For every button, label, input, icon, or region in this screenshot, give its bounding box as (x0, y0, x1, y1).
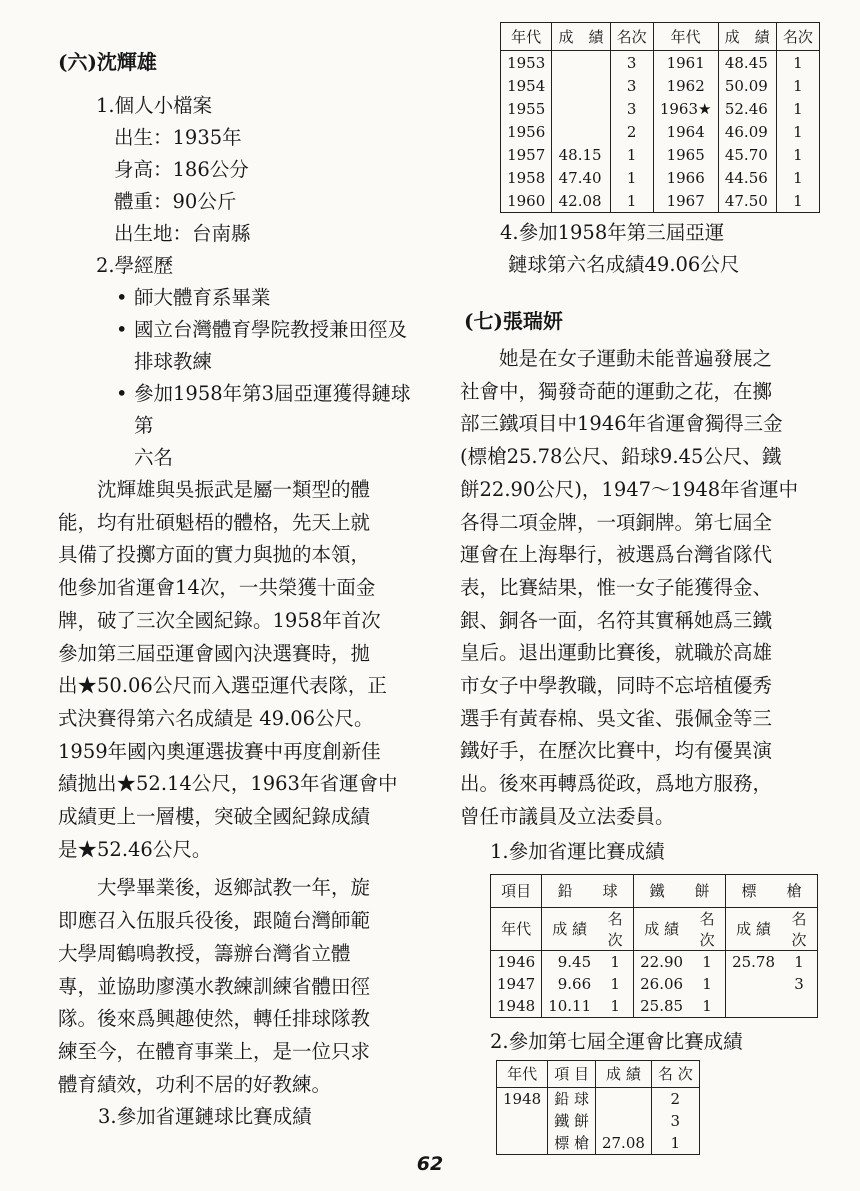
table-cell: 9.45 (542, 950, 597, 973)
table-cell: 標 槍 (548, 1132, 596, 1155)
table-cell: 27.08 (595, 1132, 651, 1155)
table-header: 名次 (776, 23, 819, 51)
table-cell: 1 (610, 974, 620, 993)
table-cell: 10.11 (542, 995, 597, 1018)
page-number: 62 (416, 1153, 444, 1175)
table-cell: 1 (776, 51, 819, 75)
table-cell: 1961 (653, 51, 718, 75)
profile-height: 身高：186公分 (114, 158, 249, 181)
section-heading-zhang: (七)張瑞妍 (464, 309, 563, 333)
table-header: 成 績 (542, 907, 597, 950)
table-header: 成 績 (718, 23, 776, 51)
table-row (501, 166, 820, 189)
table-cell: 50.09 (718, 74, 776, 97)
table-cell: 1962 (653, 74, 718, 97)
table-cell: 3 (610, 51, 653, 75)
table-header: 年代 (491, 907, 542, 950)
table-cell: 1 (610, 952, 620, 971)
table-cell: 1966 (653, 166, 718, 189)
table-cell: 9.66 (542, 973, 597, 995)
table-cell (552, 51, 610, 75)
table-cell: 1963★ (653, 97, 718, 120)
item1-title: 1.參加省運比賽成績 (490, 839, 665, 863)
item3-title: 3.參加省運鏈球比賽成績 (98, 1105, 312, 1129)
bio-paragraph-2: 大學畢業後，返鄉試教一年，旋 即應召入伍服兵役後，跟隨台灣師範 大學周鶴鳴教授，籌辦台灣省立體 專，並協助廖漢水教練訓練省體田徑 隊。後來爲興趣使然，轉任排球隊教 練至今，在體育事業上，是一位只求 體育績效，功利不居的好教練。 (58, 876, 371, 1096)
table-row (491, 973, 818, 995)
table-row (501, 120, 820, 143)
table-row (501, 97, 820, 120)
career-item: • 師大體育系畢業 (116, 286, 271, 309)
table-cell: 1 (776, 74, 819, 97)
table-cell: 鉛 球 (548, 1087, 596, 1110)
table-header: 鉛 球 (542, 874, 634, 907)
career-title: 2.學經歷 (96, 254, 174, 277)
table-header: 名 次 (651, 1060, 699, 1087)
table-cell: 1 (776, 143, 819, 166)
provincial-results-table (490, 874, 818, 1018)
table-header: 年代 (653, 23, 718, 51)
table-cell: 1960 (507, 191, 546, 210)
table-cell: 1967 (653, 189, 718, 213)
item4-line2: 鏈球第六名成績49.06公尺 (508, 253, 740, 276)
table-cell: 2 (651, 1087, 699, 1110)
table-cell (552, 120, 610, 143)
table-cell: 1 (702, 952, 712, 971)
table-header: 項目 (491, 874, 542, 907)
table-cell: 1947 (497, 974, 536, 993)
table-cell: 鐵 餅 (548, 1110, 596, 1132)
profile-weight: 體重：90公斤 (114, 190, 237, 213)
table-cell: 1948 (497, 996, 536, 1015)
profile-birthplace: 出生地：台南縣 (114, 222, 251, 245)
table-cell: 44.56 (718, 166, 776, 189)
section-heading-shen: (六)沈輝雄 (58, 50, 157, 74)
table-cell: 48.15 (552, 143, 610, 166)
table-cell: 1958 (507, 168, 546, 187)
table-cell: 1957 (507, 145, 546, 164)
left-column (58, 48, 420, 1133)
table-header: 名次 (781, 907, 817, 950)
table-row (497, 1110, 700, 1132)
table-cell: 1 (610, 189, 653, 213)
hammer-results-table (500, 22, 820, 213)
table-cell: 1 (651, 1132, 699, 1155)
table-cell (726, 995, 781, 1018)
table-cell (781, 995, 817, 1018)
table-cell: 1 (776, 189, 819, 213)
table-cell (726, 973, 781, 995)
career-list (58, 282, 420, 474)
table-cell: 47.40 (552, 166, 610, 189)
table-header: 項 目 (548, 1060, 596, 1087)
table-cell: 42.08 (552, 189, 610, 213)
table-cell: 48.45 (718, 51, 776, 75)
table-cell: 1953 (507, 53, 546, 72)
table-header: 名次 (597, 907, 633, 950)
career-item: • 參加1958年第3屆亞運獲得鏈球第 六名 (116, 382, 411, 469)
profile-title: 1.個人小檔案 (96, 94, 213, 117)
table-cell: 1 (702, 996, 712, 1015)
table-cell: 1956 (507, 122, 546, 141)
table-cell (497, 1110, 548, 1132)
item2-title: 2.參加第七屆全運會比賽成績 (490, 1029, 743, 1053)
right-column (460, 22, 818, 1155)
table-row (491, 950, 818, 973)
table-cell: 3 (794, 974, 804, 993)
zhang-paragraph: 她是在女子運動未能普遍發展之 社會中，獨發奇葩的運動之花，在擲 部三鐵項目中1946年省運會獨得三金 (標槍25.78公尺、鉛球9.45公尺、鐵 餅22.90公尺)，1947～1948年省運中 各得二項金牌，一項銅牌。第七屆全 運會在上海舉行，被選爲台灣省隊代 表，比賽結果，惟一女子能獲得金、 銀、銅各一面，名符其實稱她爲三鐵 皇后。退出運動比賽後，就職於高雄 市女子中學教職，同時不忘培植優秀 選手有黃春棉、吳文雀、張佩金等三 鐵好手，在歷次比賽中，均有優異演 出。後來再轉爲從政，爲地方服務， 曾任市議員及立法委員。 (460, 347, 799, 828)
profile-list (58, 122, 420, 250)
table-cell: 1954 (507, 76, 546, 95)
table-row (497, 1132, 700, 1155)
national-games-table (496, 1060, 700, 1155)
table-header: 年代 (501, 23, 552, 51)
table-cell: 46.09 (718, 120, 776, 143)
table-header: 成 績 (552, 23, 610, 51)
table-cell: 52.46 (718, 97, 776, 120)
table-cell (497, 1132, 548, 1155)
table-cell (595, 1110, 651, 1132)
table-row (501, 74, 820, 97)
table-cell: 2 (610, 120, 653, 143)
table-cell: 1 (776, 166, 819, 189)
table-cell (552, 97, 610, 120)
table-cell: 1 (610, 996, 620, 1015)
table-header: 年代 (497, 1060, 548, 1087)
table-cell: 1 (610, 143, 653, 166)
table-cell: 25.85 (634, 995, 689, 1018)
table-header: 名次 (610, 23, 653, 51)
table-header: 成 績 (726, 907, 781, 950)
table-cell: 22.90 (634, 950, 689, 973)
table-header: 標 槍 (726, 874, 818, 907)
table-cell: 1965 (653, 143, 718, 166)
table-cell: 1 (776, 120, 819, 143)
table-cell: 1 (702, 974, 712, 993)
table-header: 成 績 (595, 1060, 651, 1087)
table-cell: 1 (794, 952, 804, 971)
table-cell: 26.06 (634, 973, 689, 995)
table-header: 鐵 餅 (634, 874, 726, 907)
item4-line1: 4.參加1958年第三屆亞運 (500, 221, 725, 244)
table-row (491, 995, 818, 1018)
table-row (501, 51, 820, 75)
table-header: 成 績 (634, 907, 689, 950)
table-row (501, 143, 820, 166)
table-cell: 3 (651, 1110, 699, 1132)
table-row (497, 1087, 700, 1110)
table-cell: 1948 (503, 1089, 542, 1108)
profile-birth: 出生：1935年 (114, 126, 242, 149)
table-cell (595, 1087, 651, 1110)
table-cell: 45.70 (718, 143, 776, 166)
table-cell: 1955 (507, 99, 546, 118)
bio-paragraph-1: 沈輝雄與吳振武是屬一類型的體 能，均有壯碩魁梧的體格，先天上就 具備了投擲方面的實力與拋的本領， 他參加省運會14次，一共榮獲十面金 牌，破了三次全國紀錄。1958年首次 參加第三屆亞運會國內決選賽時，拋 出★50.06公尺而入選亞運代表隊，正 式決賽得第六名成績是 49.06公尺。 1959年國內奧運選拔賽中再度創新佳 績拋出★52.14公尺，1963年省運會中 成績更上一層樓，突破全國紀錄成績 是★52.46公尺。 (58, 478, 398, 861)
table-cell: 1964 (653, 120, 718, 143)
table-header: 名次 (689, 907, 725, 950)
table-cell: 3 (610, 97, 653, 120)
table-row (501, 189, 820, 213)
table-cell: 25.78 (726, 950, 781, 973)
career-item: • 國立台灣體育學院教授兼田徑及 排球教練 (116, 318, 408, 373)
table-cell: 1 (610, 166, 653, 189)
table-cell: 1 (776, 97, 819, 120)
table-cell: 47.50 (718, 189, 776, 213)
table-cell: 3 (610, 74, 653, 97)
table-cell: 1946 (497, 952, 536, 971)
table-cell (552, 74, 610, 97)
